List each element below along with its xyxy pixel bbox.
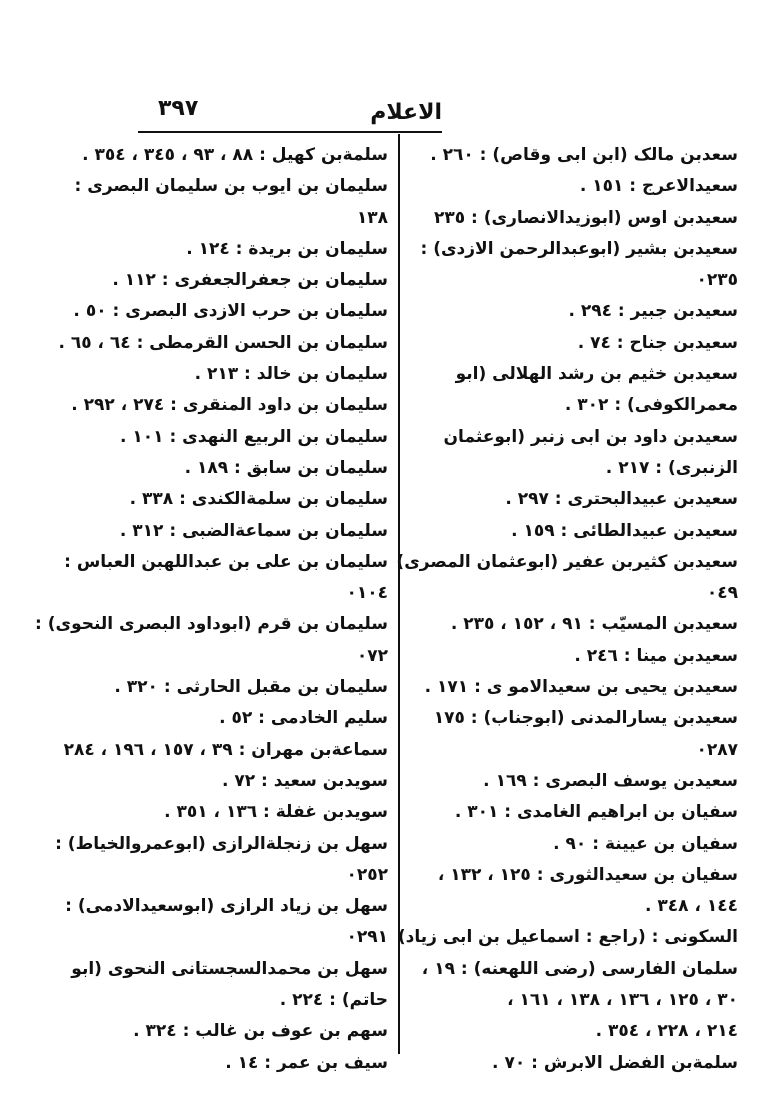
index-entry: سليمان بن الربيع النهدی : ١٠١ .	[120, 426, 388, 447]
index-entry: سليمان بن جعفرالجعفری : ١١٢ .	[112, 270, 388, 291]
index-entry: سعيدبن مينا : ٢٤٦ .	[574, 645, 738, 666]
index-entry: سعیدبن جبیر : ٢٩٤ .	[568, 301, 738, 322]
index-entry: سعیدبن کثیربن عفیر (ابوعثمان المصری)	[396, 551, 738, 572]
index-entry: سليمان بن حرب الازدی البصری : ٥٠ .	[73, 301, 388, 322]
index-entry: سفیان بن سعیدالثوری : ١٢٥ ، ١٣٢ ،	[437, 864, 738, 885]
index-entry: ١٤٤ ، ٣٤٨ .	[645, 896, 738, 917]
index-entry: سليمان بن الحسن القرمطی : ٦٤ ، ٦٥ .	[58, 332, 388, 353]
index-entry: ٣٠ ، ١٢٥ ، ١٣٦ ، ١٣٨ ، ١٦١ ،	[507, 990, 738, 1011]
page-number: ٣٩٧	[158, 96, 199, 121]
index-entry: سعيدبن المسيّب : ٩١ ، ١٥٢ ، ٢٣٥ .	[450, 614, 738, 635]
index-entry: ٠٢٣٥	[696, 270, 738, 291]
index-entry: سليمان بن سابق : ١٨٩ .	[184, 457, 388, 478]
index-entry: سعیدبن خثیم بن رشد الهلالی (ابو	[455, 364, 738, 385]
index-entry: ١٣٨	[356, 207, 388, 228]
column-divider	[398, 134, 400, 1054]
index-entry: سلمةبن کهیل : ٨٨ ، ٩٣ ، ٣٤٥ ، ٣٥٤ .	[82, 145, 388, 165]
index-column-right	[396, 140, 738, 1079]
index-entry: سعیدبن اوس (ابوزيدالانصاری) : ۲۳٥	[434, 207, 738, 228]
index-entry: الزنبری) : ٢١٧ .	[605, 457, 738, 478]
index-entry: سعیدبن بشیر (ابوعبدالرحمن الازدی) :	[420, 238, 738, 259]
index-entry: سيف بن عمر : ١٤ .	[225, 1052, 388, 1073]
index-entry: ٠٧٢	[356, 645, 388, 666]
index-entry: ٠٢٩١	[346, 927, 388, 948]
index-entry: سعيدبن عبيدالبحتری : ۲۹۷ .	[505, 489, 738, 510]
index-entry: سليم الخادمی : ٥٢ .	[219, 708, 388, 729]
index-entry: سعيدبن يحيى بن سعيدالامو ی : ١٧١ .	[424, 677, 738, 698]
index-entry: سلمةبن الفضل الابرش : ٧٠ .	[492, 1052, 738, 1073]
index-entry: سعيدالاعرج : ١٥١ .	[579, 176, 738, 197]
index-entry: سعیدبن يسارالمدنی (ابوجناب) : ١٧٥	[433, 708, 738, 729]
index-column-left	[35, 140, 388, 1079]
index-entry: ٠٤٩	[706, 583, 738, 604]
index-entry: سليمان بن داود المنقری : ٢٧٤ ، ٢٩٢ .	[71, 395, 388, 416]
index-entry: سليمان بن علی بن عبداللهبن العباس :	[64, 551, 388, 572]
index-entry: سليمان بن مقبل الحارثی : ٣٢٠ .	[114, 677, 388, 698]
index-entry: سعيدبن عبيدالطائی : ١٥٩ .	[511, 520, 738, 541]
index-entry: سويدبن غفلة : ١٣٦ ، ٣٥١ .	[164, 802, 388, 823]
index-entry: سعدبن مالک (ابن ابی وقاص) : ۲٦٠ .	[430, 145, 738, 165]
index-entry: معمرالكوفی) : ٣٠٢ .	[564, 395, 738, 416]
index-entry: سفیان بن ابراهیم الغامدی : ٣٠١ .	[454, 802, 738, 823]
index-entry: سعیدبن داود بن ابی زنبر (ابوعثمان	[443, 426, 738, 447]
index-entry: سويدبن سعيد : ٧٢ .	[221, 770, 388, 791]
index-entry: سعيدبن يوسف البصری : ١٦٩ .	[483, 770, 738, 791]
index-entry: ٢١٤ ، ٢٢٨ ، ٣٥٤ .	[595, 1021, 738, 1042]
index-entry: سليمان بن قرم (ابوداود البصری النحوی) :	[35, 614, 388, 635]
index-entry: سلیمان بن سلمةالكندی : ٣٣٨ .	[129, 489, 388, 510]
index-entry: سليمان بن سماعةالضبی : ٣١٢ .	[119, 520, 388, 541]
index-entry: سلمان الفارسی (رضی اللهعنه) : ١٩ ،	[421, 958, 738, 979]
index-entry: سعیدبن جناح : ٧٤ .	[577, 332, 738, 353]
index-entry: حاتم) : ٢٢٤ .	[279, 990, 388, 1011]
index-entry: ٠٢٨٧	[696, 739, 738, 760]
index-entry: السكونی : (راجع : اسماعيل بن ابی زیاد)	[397, 927, 738, 948]
index-entry: سماعةبن مهران : ٣٩ ، ١٥٧ ، ١٩٦ ، ٢٨٤	[63, 739, 388, 760]
page-header	[138, 96, 442, 136]
index-entry: سلیمان بن ایوب بن سلیمان البصری :	[74, 176, 388, 197]
running-head: الاعلام	[370, 100, 442, 125]
index-entry: سهل بن محمدالسجستانی النحوی (ابو	[71, 958, 388, 979]
header-rule	[138, 131, 442, 133]
index-entry: ٠١٠٤	[346, 583, 388, 604]
index-entry: سهل بن زنجلةالرازی (ابوعمروالخياط) :	[55, 833, 388, 854]
index-entry: سهم بن عوف بن غالب : ٣٢٤ .	[133, 1021, 388, 1042]
index-entry: ٠٢٥٢	[346, 864, 388, 885]
index-entry: سليمان بن بريدة : ١٢٤ .	[186, 238, 388, 259]
index-entry: سهل بن زياد الرازی (ابوسعيدالادمی) :	[65, 896, 388, 917]
index-entry: سليمان بن خالد : ٢١٣ .	[194, 364, 388, 385]
index-entry: سفیان بن عیینة : ٩٠ .	[553, 833, 738, 854]
